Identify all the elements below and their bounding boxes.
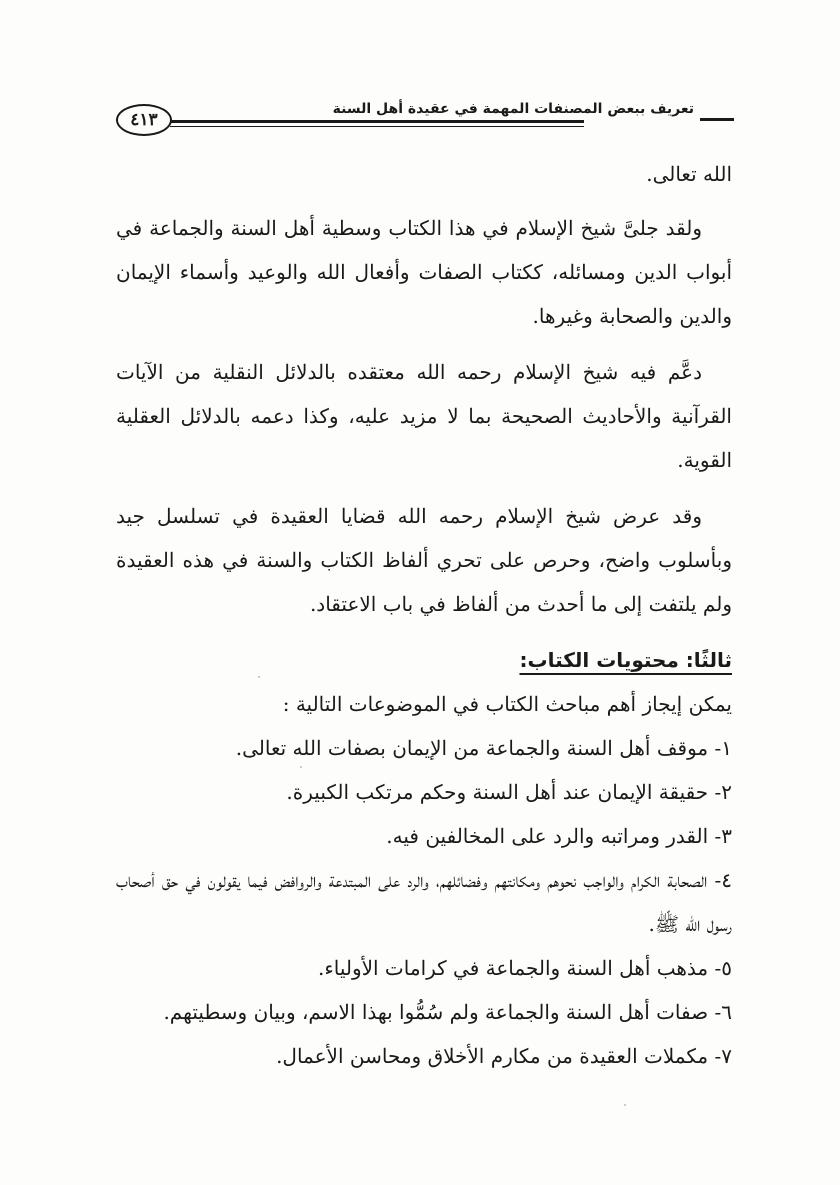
scan-speck: [300, 766, 302, 768]
header-rule-thin: [170, 126, 584, 127]
header-title: تعريف ببعض المصنفات المهمة في عقيدة أهل السنة: [332, 101, 694, 117]
paragraph-presentation: وقد عرض شيخ الإسلام رحمه الله قضايا العقيدة في تسلسل جيد وبأسلوب واضح، وحرص على تحري ألفاظ الكتاب والسنة في هذه العقيدة ولم يلتفت إلى ما أحدث من ألفاظ في باب الاعتقاد.: [116, 504, 732, 616]
list-item: ٥- مذهب أهل السنة والجماعة في كرامات الأولياء.: [317, 956, 732, 980]
header-dash: [700, 118, 734, 121]
paragraph-evidence: دعَّم فيه شيخ الإسلام رحمه الله معتقده بالدلائل النقلية من الآيات القرآنية والأحاديث الصحيحة بما لا مزيد عليه، وكذا دعمه بالدلائل العقلية القوية.: [116, 360, 732, 472]
list-item: ٤- الصحابة الكرام والواجب نحوهم ومكانتهم وفضائلهم، والرد على المبتدعة والروافض فيما يقولون في حق أصحاب رسول الله ﷺ.: [116, 868, 732, 936]
topics-list: [116, 726, 732, 1078]
page-body: [116, 152, 732, 1078]
paragraph-continuation: الله تعالى.: [646, 162, 732, 186]
list-item: ٧- مكملات العقيدة من مكارم الأخلاق ومحاسن الأعمال.: [276, 1044, 732, 1068]
scan-speck: [258, 676, 260, 678]
list-item: ١- موقف أهل السنة والجماعة من الإيمان بصفات الله تعالى.: [235, 736, 732, 760]
list-item: ٢- حقيقة الإيمان عند أهل السنة وحكم مرتكب الكبيرة.: [286, 780, 732, 804]
running-header: [112, 96, 734, 146]
list-item: ٦- صفات أهل السنة والجماعة ولم سُمُّوا بهذا الاسم، وبيان وسطيتهم.: [163, 1000, 732, 1024]
section-heading: ثالثًا: محتويات الكتاب:: [519, 648, 732, 672]
list-item: ٣- القدر ومراتبه والرد على المخالفين فيه.: [386, 824, 732, 848]
section-intro: يمكن إيجاز أهم مباحث الكتاب في الموضوعات التالية :: [282, 692, 732, 716]
paragraph-moderation: ولقد جلىَّ شيخ الإسلام في هذا الكتاب وسطية أهل السنة والجماعة في أبواب الدين ومسائله، ككتاب الصفات وأفعال الله والوعيد وأسماء الإيمان والدين والصحابة وغيرها.: [116, 216, 732, 328]
header-rule: [170, 120, 584, 123]
page-number: ٤١٣: [116, 104, 172, 136]
scan-speck: [624, 1104, 626, 1106]
